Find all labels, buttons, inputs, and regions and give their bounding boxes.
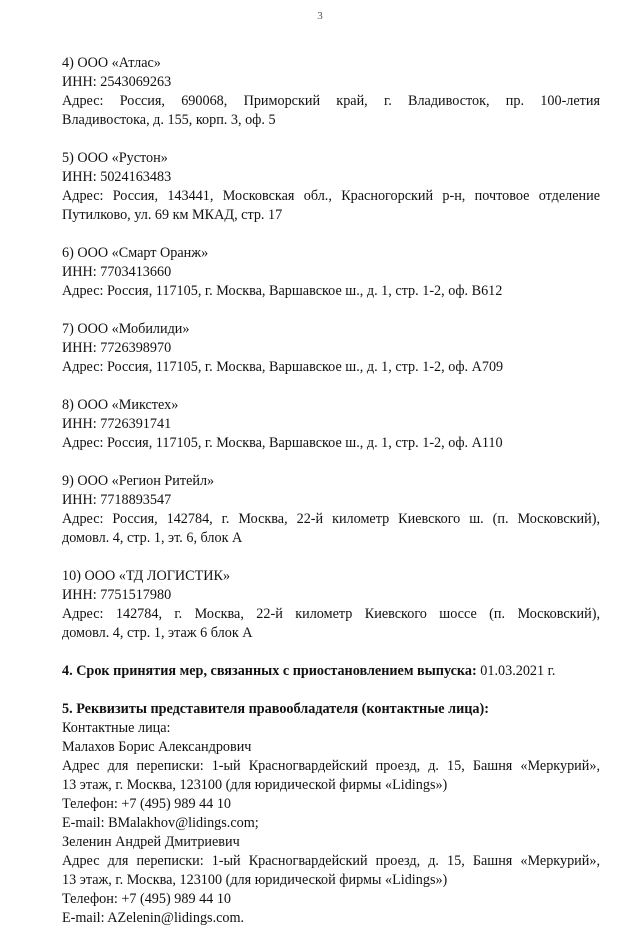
company-entry: [62, 472, 600, 548]
company-inn: ИНН: 7718893547: [62, 492, 172, 508]
company-address-line: Адрес: Россия, 142784, г. Москва, 22-й километр Киевского ш. (п. Московский),: [62, 511, 600, 527]
company-title: 8) ООО «Микстех»: [62, 397, 179, 413]
company-address-line: домовл. 4, стр. 1, эт. 6, блок А: [62, 530, 243, 546]
contact-name: Зеленин Андрей Дмитриевич: [62, 834, 240, 850]
company-address-line: Адрес: Россия, 690068, Приморский край, г. Владивосток, пр. 100-летия: [62, 93, 600, 109]
company-address-line: Адрес: 142784, г. Москва, 22-й километр Киевского шоссе (п. Московский),: [62, 606, 600, 622]
company-entry: [62, 244, 600, 301]
company-address-line: Путилково, ул. 69 км МКАД, стр. 17: [62, 207, 283, 223]
company-title: 5) ООО «Рустон»: [62, 150, 168, 166]
company-address-line: Владивостока, д. 155, корп. 3, оф. 5: [62, 112, 276, 128]
contact-address-line: 13 этаж, г. Москва, 123100 (для юридической фирмы «Lidings»): [62, 777, 448, 793]
contact-phone: Телефон: +7 (495) 989 44 10: [62, 891, 232, 907]
section-title: 4. Срок принятия мер, связанных с приостановлением выпуска:: [62, 663, 477, 679]
deadline-date: 01.03.2021 г.: [480, 663, 556, 679]
company-title: 7) ООО «Мобилиди»: [62, 321, 190, 337]
contact-address-line: Адрес для переписки: 1-ый Красногвардейский проезд, д. 15, Башня «Меркурий»,: [62, 853, 600, 869]
company-address-line: Адрес: Россия, 143441, Московская обл., Красногорский р-н, почтовое отделение: [62, 188, 600, 204]
contact-address-line: Адрес для переписки: 1-ый Красногвардейский проезд, д. 15, Башня «Меркурий»,: [62, 758, 600, 774]
company-title: 10) ООО «ТД ЛОГИСТИК»: [62, 568, 231, 584]
company-inn: ИНН: 2543069263: [62, 74, 172, 90]
company-inn: ИНН: 7703413660: [62, 264, 172, 280]
company-entry: [62, 567, 600, 643]
company-entry: [62, 320, 600, 377]
company-address-line: домовл. 4, стр. 1, этаж 6 блок А: [62, 625, 253, 641]
company-entry: [62, 396, 600, 453]
contact-phone: Телефон: +7 (495) 989 44 10: [62, 796, 232, 812]
company-title: 4) ООО «Атлас»: [62, 55, 161, 71]
contact-email: E-mail: AZelenin@lidings.com.: [62, 910, 245, 926]
company-address-line: Адрес: Россия, 117105, г. Москва, Варшавское ш., д. 1, стр. 1-2, оф. А110: [62, 435, 503, 451]
page-number: 3: [317, 10, 323, 22]
section-title: 5. Реквизиты представителя правообладателя (контактные лица):: [62, 701, 489, 717]
company-address-line: Адрес: Россия, 117105, г. Москва, Варшавское ш., д. 1, стр. 1-2, оф. А709: [62, 359, 504, 375]
company-inn: ИНН: 7751517980: [62, 587, 172, 603]
company-inn: ИНН: 5024163483: [62, 169, 172, 185]
section-contacts: [62, 700, 600, 928]
company-title: 9) ООО «Регион Ритейл»: [62, 473, 215, 489]
contact-email: E-mail: BMalakhov@lidings.com;: [62, 815, 259, 831]
contact-address-line: 13 этаж, г. Москва, 123100 (для юридической фирмы «Lidings»): [62, 872, 448, 888]
company-entry: [62, 149, 600, 225]
company-address-line: Адрес: Россия, 117105, г. Москва, Варшавское ш., д. 1, стр. 1-2, оф. В612: [62, 283, 503, 299]
contact-name: Малахов Борис Александрович: [62, 739, 252, 755]
contacts-label: Контактные лица:: [62, 720, 171, 736]
document-body: [62, 54, 600, 947]
company-inn: ИНН: 7726398970: [62, 340, 172, 356]
company-entry: [62, 54, 600, 130]
section-deadline: [62, 662, 600, 681]
company-title: 6) ООО «Смарт Оранж»: [62, 245, 209, 261]
company-inn: ИНН: 7726391741: [62, 416, 172, 432]
